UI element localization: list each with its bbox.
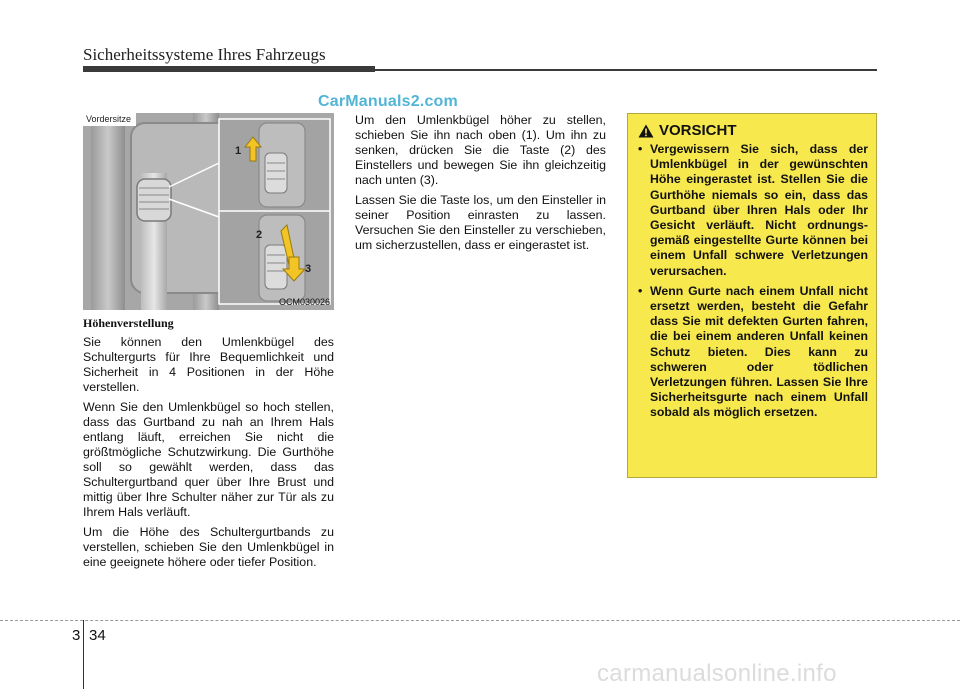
subsection-heading: Höhenverstellung xyxy=(83,316,174,330)
callout-2: 2 xyxy=(256,229,263,241)
section-title: Sicherheitssysteme Ihres Fahrzeugs xyxy=(83,45,326,64)
warning-item xyxy=(638,142,868,279)
warning-item-text: Vergewissern Sie sich, dass der Umlenkbügel in der gewünschten Höhe eingerastet ist. Stellen Sie die Gurthöhe niemals so ein, dass das Gurtband über Ihren Hals oder Ihr Gesicht verläuft. Nicht ordnungs-gemäß eingestellte Gurte können bei einem Unfall schwere Verletzungen verursachen. xyxy=(650,142,868,278)
callout-1: 1 xyxy=(235,145,242,157)
seatbelt-illustration xyxy=(83,113,334,310)
paragraph: Wenn Sie den Umlenkbügel so hoch stellen, dass das Gurtband zu nah an Ihrem Hals entlang läuft, erreichen Sie nicht die größtmögliche Schutzwirkung. Die Gurthöhe soll so gewählt werden, dass das Schultergurtband quer über Ihre Brust und mittig über Ihre Schulter näher zur Tür als zu Ihrem Hals verläuft. xyxy=(83,400,334,519)
header-rule-thin xyxy=(375,69,877,71)
column-1 xyxy=(83,316,334,575)
warning-triangle-icon xyxy=(638,124,654,138)
callout-3: 3 xyxy=(305,263,312,275)
watermark-bottom: carmanualsonline.info xyxy=(597,660,837,687)
watermark-top: CarManuals2.com xyxy=(318,93,458,110)
bullet: • xyxy=(638,142,643,156)
footer-divider xyxy=(83,620,84,689)
warning-box xyxy=(627,113,877,478)
paragraph: Lassen Sie die Taste los, um den Einsteller in seiner Position einrasten zu lassen. Versuchen Sie den Einsteller zu verschieben, um sicherzustellen, dass er eingerastet ist. xyxy=(355,193,606,252)
warning-item-text: Wenn Gurte nach einem Unfall nicht ersetzt werden, besteht die Gefahr dass Sie mit defekten Gurten fahren, die bei einem anderen Unfall keinen Schutz bieten. Dies kann zu schweren oder tödlichen Verletzungen führen. Lassen Sie Ihre Sicherheitsgurte nach einem Unfall sobald als möglich ersetzen. xyxy=(650,283,868,420)
paragraph: Sie können den Umlenkbügel des Schultergurts für Ihre Bequemlichkeit und Sicherheit in 4 Positionen in der Höhe verstellen. xyxy=(83,335,334,394)
seatbelt-adjuster-figure xyxy=(83,113,334,310)
footer-dashed-rule xyxy=(0,620,960,621)
paragraph: Um die Höhe des Schultergurtbands zu verstellen, schieben Sie den Umlenkbügel in eine geeignete höhere oder tiefer Position. xyxy=(83,525,334,569)
bullet: • xyxy=(638,283,643,298)
chapter-number: 3 xyxy=(72,627,81,644)
figure-label: Vordersitze xyxy=(83,113,136,126)
page-number: 34 xyxy=(89,627,106,644)
warning-item xyxy=(638,284,868,421)
column-2 xyxy=(355,113,606,258)
warning-title: VORSICHT xyxy=(659,122,737,139)
figure-code: OCM030026 xyxy=(278,297,330,307)
warning-list xyxy=(638,142,868,421)
header-rule-thick xyxy=(83,66,375,72)
paragraph: Um den Umlenkbügel höher zu stellen, schieben Sie ihn nach oben (1). Um ihn zu senken, drücken Sie die Taste (2) des Einstellers und bewegen Sie ihn gleichzeitig nach unten (3). xyxy=(355,113,606,187)
warning-header xyxy=(638,122,868,139)
